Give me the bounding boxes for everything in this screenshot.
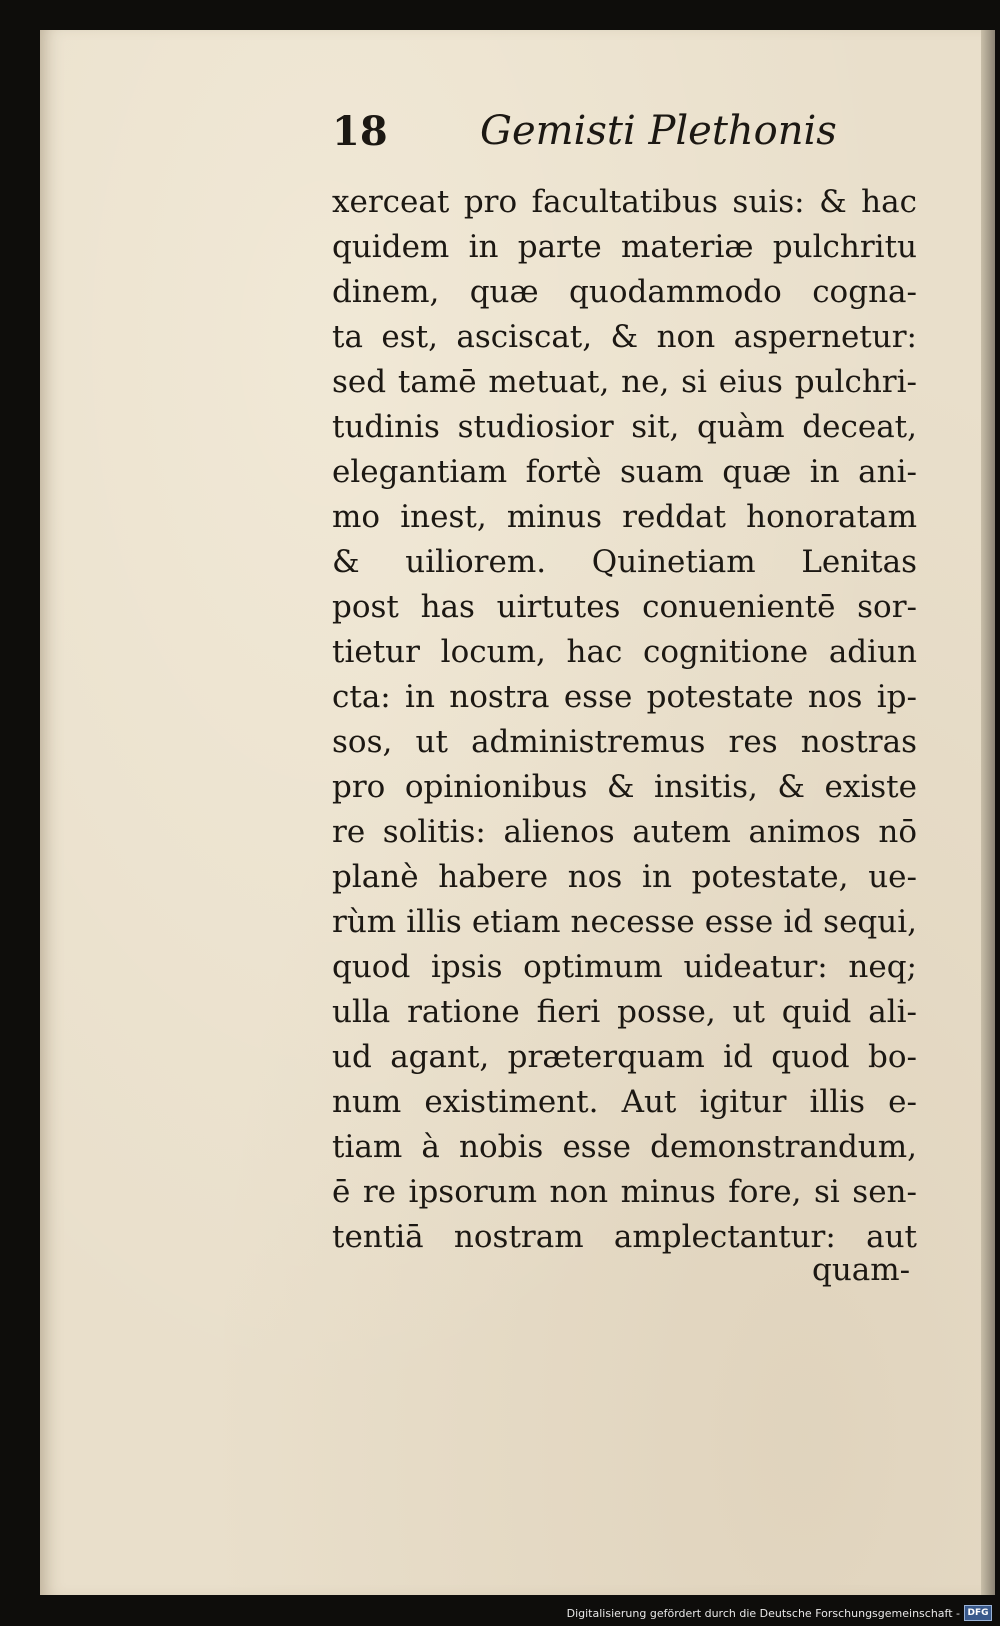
- text-line: tentiā nostram amplectantur: aut: [332, 1219, 917, 1255]
- text-line: ulla ratione fieri posse, ut quid ali-: [332, 994, 917, 1030]
- text-line: ta est, asciscat, & non aspernetur:: [332, 319, 917, 355]
- text-line: num existiment. Aut igitur illis e-: [332, 1084, 917, 1120]
- text-line: xerceat pro facultatibus suis: & hac: [332, 184, 917, 220]
- text-line: pro opinionibus & insitis, & existe: [332, 769, 917, 805]
- text-line: post has uirtutes conuenientē sor-: [332, 589, 917, 625]
- text-line: mo inest, minus reddat honoratam: [332, 499, 917, 535]
- footer-bar: [0, 1595, 1000, 1626]
- text-line: tietur locum, hac cognitione adiun: [332, 634, 917, 670]
- book-page: [40, 30, 995, 1595]
- text-line: planè habere nos in potestate, ue-: [332, 859, 917, 895]
- text-line: sed tamē metuat, ne, si eius pulchri-: [332, 364, 917, 400]
- text-line: cta: in nostra esse potestate nos ip-: [332, 679, 917, 715]
- text-line: re solitis: alienos autem animos nō: [332, 814, 917, 850]
- text-line: tudinis studiosior sit, quàm deceat,: [332, 409, 917, 445]
- text-line: ud agant, præterquam id quod bo-: [332, 1039, 917, 1075]
- text-line: dinem, quæ quodammodo cogna-: [332, 274, 917, 310]
- text-line: ē re ipsorum non minus fore, si sen-: [332, 1174, 917, 1210]
- text-line: rùm illis etiam necesse esse id sequi,: [332, 904, 917, 940]
- text-line: quod ipsis optimum uideatur: neq;: [332, 949, 917, 985]
- text-line: tiam à nobis esse demonstrandum,: [332, 1129, 917, 1165]
- dfg-logo: DFG: [964, 1605, 992, 1621]
- body-text: [332, 180, 917, 1260]
- catchword: quam-: [812, 1252, 911, 1288]
- text-line: elegantiam fortè suam quæ in ani-: [332, 454, 917, 490]
- text-line: & uiliorem. Quinetiam Lenitas: [332, 544, 917, 580]
- text-line: sos, ut administremus res nostras: [332, 724, 917, 760]
- page-number: 18: [332, 108, 388, 155]
- page-edge: [981, 30, 995, 1595]
- funding-credit: Digitalisierung gefördert durch die Deutsche Forschungsgemeinschaft -: [566, 1607, 960, 1620]
- running-head: [332, 108, 852, 168]
- running-title: Gemisti Plethonis: [480, 108, 837, 154]
- text-line: quidem in parte materiæ pulchritu: [332, 229, 917, 265]
